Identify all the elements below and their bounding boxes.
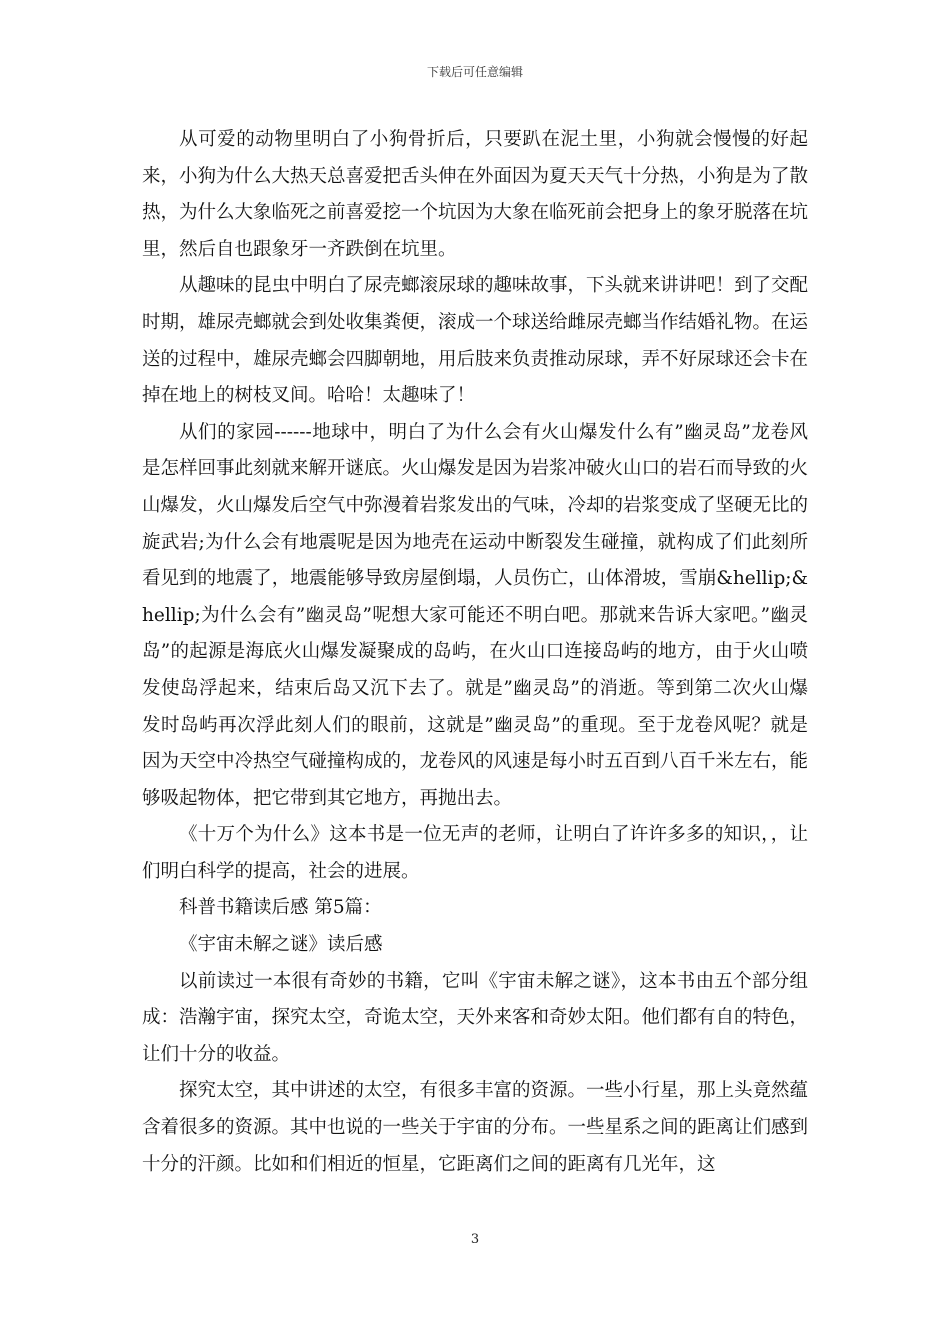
paragraph-animals: 从可爱的动物里明白了小狗骨折后，只要趴在泥土里，小狗就会慢慢的好起来，小狗为什么大热天总喜爱把舌头伸在外面因为夏天天气十分热，小狗是为了散热，为什么大象临死之前喜爱挖一个坑因为大象在临死前会把身上的象牙脱落在坑里，然后自也跟象牙一齐跌倒在坑里。 (142, 129, 809, 260)
paragraph-earth: 从们的家园------地球中，明白了为什么会有火山爆发什么有”幽灵岛”龙卷风是怎样回事此刻就来解开谜底。火山爆发是因为岩浆冲破火山口的岩石而导致的火山爆发，火山爆发后空气中弥漫着岩浆发出的气味，冷却的岩浆变成了坚硬无比的旋武岩;为什么会有地震呢是因为地壳在运动中断裂发生碰撞，就构成了们此刻所看见到的地震了，地震能够导致房屋倒塌，人员伤亡，山体滑坡，雪崩&hellip;&hellip;为什么会有”幽灵岛”呢想大家可能还不明白吧。那就来告诉大家吧。”幽灵岛”的起源是海底火山爆发凝聚成的岛屿，在火山口连接岛屿的地方，由于火山喷发使岛浮起来，结束后岛又沉下去了。就是”幽灵岛”的消逝。等到第二次火山爆发时岛屿再次浮此刻人们的眼前，这就是”幽灵岛”的重现。至于龙卷风呢？就是因为天空中冷热空气碰撞构成的，龙卷风的风速是每小时五百到八百千米左右，能够吸起物体，把它带到其它地方，再抛出去。 (142, 421, 809, 809)
article-title: 《宇宙未解之谜》读后感 (179, 934, 383, 956)
paragraph-explore-space: 探究太空，其中讲述的太空，有很多丰富的资源。一些小行星，那上头竟然蕴含着很多的资源。其中也说的一些关于宇宙的分布。一些星系之间的距离让们感到十分的汗颜。比如和们相近的恒星，它距离们之间的距离有几光年，这 (142, 1080, 809, 1175)
paragraph-insects: 从趣味的昆虫中明白了尿壳螂滚尿球的趣味故事，下头就来讲讲吧！到了交配时期，雄尿壳螂就会到处收集粪便，滚成一个球送给雌尿壳螂当作结婚礼物。在运送的过程中，雄尿壳螂会四脚朝地，用后肢来负责推动尿球，弄不好尿球还会卡在掉在地上的树枝叉间。哈哈！太趣味了！ (142, 275, 809, 407)
document-body (142, 122, 808, 1183)
page-number: 3 (470, 1232, 480, 1247)
section-heading: 科普书籍读后感 第5篇： (179, 897, 382, 919)
paragraph-conclusion: 《十万个为什么》这本书是一位无声的老师，让明白了许许多多的知识，，让们明白科学的提高，社会的进展。 (142, 824, 808, 882)
page-header-note: 下载后可任意编辑 (426, 65, 523, 79)
paragraph-universe-intro: 以前读过一本很有奇妙的书籍，它叫《宇宙未解之谜》，这本书由五个部分组成：浩瀚宇宙，探究太空，奇诡太空，天外来客和奇妙太阳。他们都有自的特色，让们十分的收益。 (142, 970, 809, 1065)
